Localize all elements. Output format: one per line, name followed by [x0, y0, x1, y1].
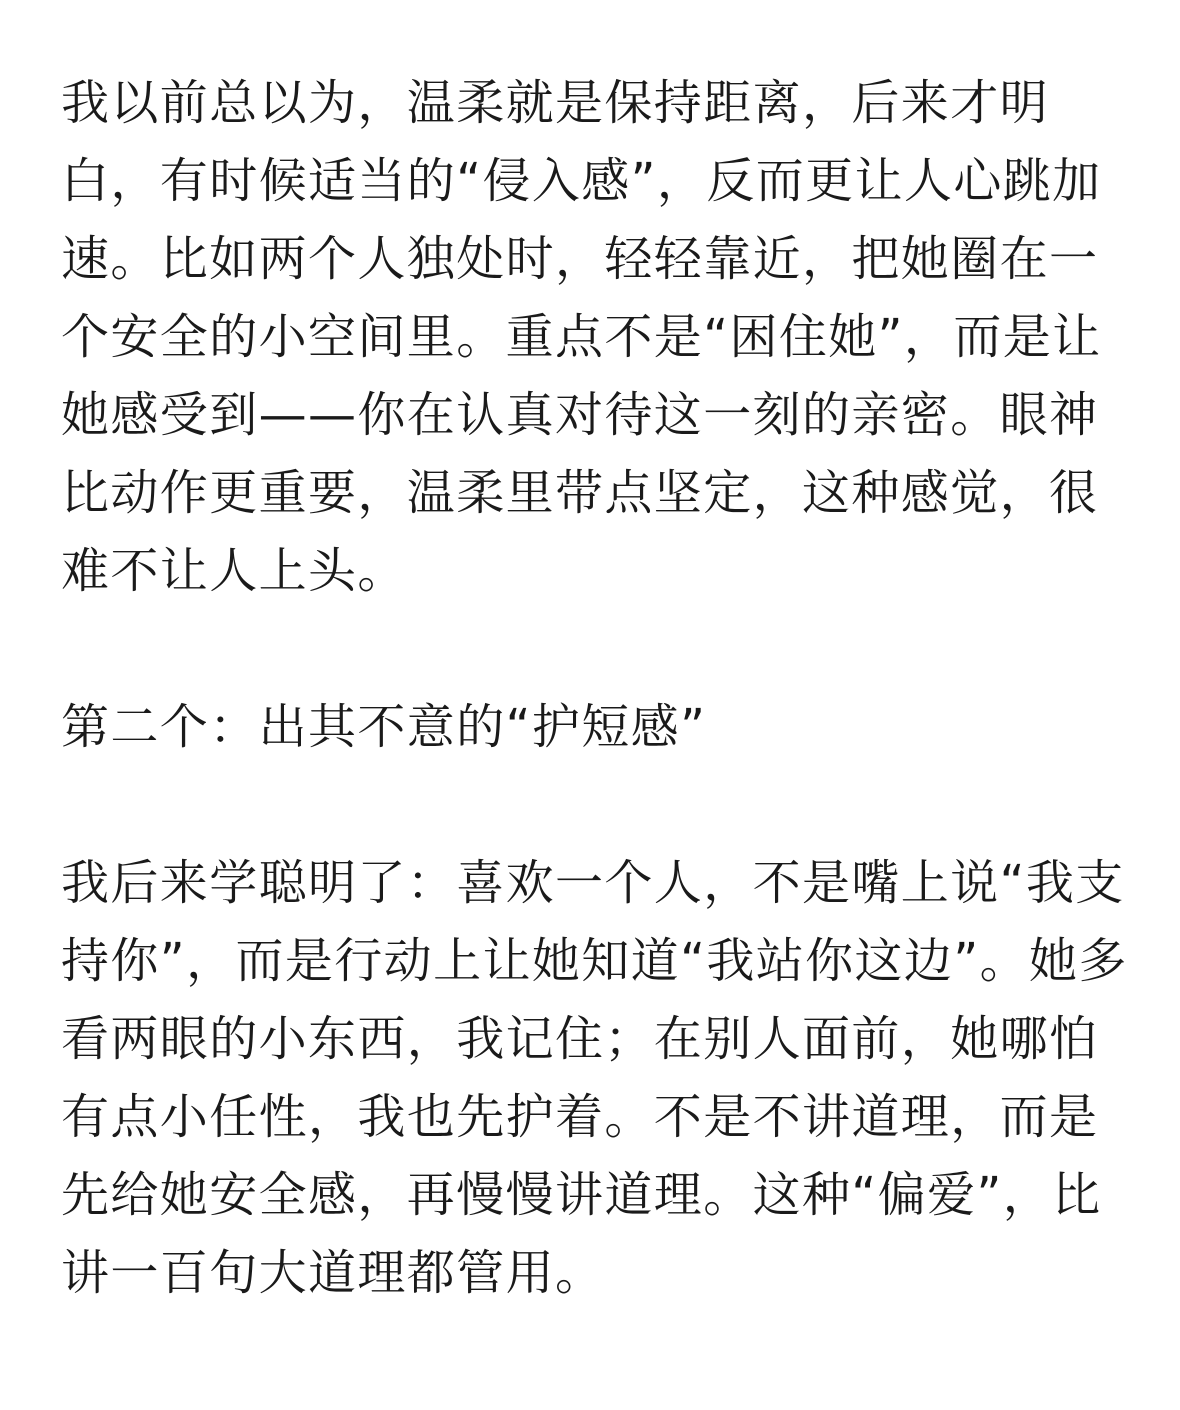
paragraph-intro: 我以前总以为，温柔就是保持距离，后来才明白，有时候适当的“侵入感”，反而更让人心跳加速。比如两个人独处时，轻轻靠近，把她圈在一个安全的小空间里。重点不是“困住她”，而是让她感受到——你在认真对待这一刻的亲密。眼神比动作更重要，温柔里带点坚定，这种感觉，很难不让人上头。	[61, 75, 1102, 599]
section-heading: 第二个：出其不意的“护短感”	[61, 699, 707, 755]
paragraph-protective: 我后来学聪明了：喜欢一个人，不是嘴上说“我支持你”，而是行动上让她知道“我站你这边”。她多看两眼的小东西，我记住；在别人面前，她哪怕有点小任性，我也先护着。不是不讲道理，而是先给她安全感，再慢慢讲道理。这种“偏爱”，比讲一百句大道理都管用。	[61, 855, 1128, 1301]
article-body	[61, 64, 1131, 1312]
paragraph-spacer	[61, 766, 1131, 844]
paragraph-spacer	[61, 610, 1131, 688]
